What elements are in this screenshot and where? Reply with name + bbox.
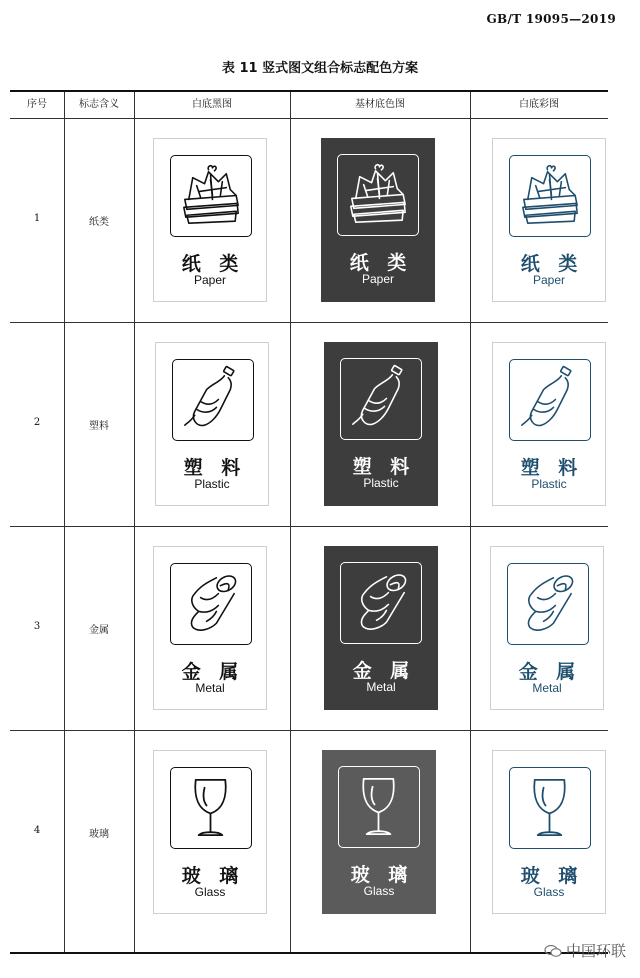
metal-can-icon	[170, 563, 252, 645]
sign-label-en: Plastic	[194, 477, 230, 491]
sign-label-zh: 玻 璃	[350, 864, 414, 886]
row-2-meaning: 塑料	[89, 421, 109, 432]
row-1-meaning: 纸类	[89, 217, 109, 228]
sign-metal-white-black	[153, 546, 267, 710]
header-index: 序号	[27, 99, 47, 110]
header-white-black: 白底黑图	[192, 99, 232, 110]
row-3-index: 3	[33, 621, 41, 632]
wine-glass-icon	[509, 767, 591, 849]
wechat-icon	[544, 944, 562, 958]
sign-label-zh: 纸 类	[181, 253, 245, 275]
sign-metal-base-color	[324, 546, 438, 710]
row-2-index: 2	[33, 417, 41, 428]
sign-label-en: Glass	[533, 885, 565, 899]
sign-label-zh: 塑 料	[183, 457, 247, 479]
row-1-index: 1	[33, 213, 41, 224]
sign-glass-base-color	[322, 750, 436, 914]
row-3-meaning: 金属	[89, 625, 109, 636]
sign-label-en: Paper	[532, 273, 566, 287]
header-base-color: 基材底色图	[355, 99, 405, 110]
sign-label-zh: 金 属	[352, 660, 416, 682]
wine-glass-icon	[170, 767, 252, 849]
sign-plastic-white-black	[155, 342, 269, 506]
metal-can-icon	[340, 562, 422, 644]
sign-label-zh: 玻 璃	[181, 865, 245, 887]
sign-label-en: Plastic	[363, 476, 399, 490]
sign-label-en: Metal	[195, 681, 225, 695]
sign-label-en: Glass	[363, 884, 395, 898]
sign-label-en: Metal	[366, 680, 396, 694]
sign-label-en: Glass	[194, 885, 226, 899]
sign-label-en: Paper	[361, 272, 395, 286]
sign-glass-white-color	[492, 750, 606, 914]
row-4-meaning: 玻璃	[89, 829, 109, 840]
paper-icon	[170, 155, 252, 237]
plastic-bottle-icon	[509, 359, 591, 441]
plastic-bottle-icon	[172, 359, 254, 441]
sign-metal-white-color	[490, 546, 604, 710]
sign-label-zh: 塑 料	[520, 457, 584, 479]
watermark	[544, 940, 626, 961]
sign-label-zh: 金 属	[518, 661, 582, 683]
table-title: 表 11 竖式图文组合标志配色方案	[221, 61, 419, 76]
header-meaning: 标志含义	[79, 99, 119, 110]
sign-label-en: Plastic	[531, 477, 567, 491]
sign-paper-white-black	[153, 138, 267, 302]
sign-label-zh: 纸 类	[520, 253, 584, 275]
plastic-bottle-icon	[340, 358, 422, 440]
watermark-text: 中国环联	[565, 942, 626, 960]
sign-label-en: Paper	[193, 273, 227, 287]
paper-icon	[509, 155, 591, 237]
sign-paper-base-color	[321, 138, 435, 302]
sign-glass-white-black	[153, 750, 267, 914]
standard-number: GB/T 19095—2019	[486, 12, 616, 26]
sign-label-zh: 纸 类	[349, 252, 413, 274]
sign-label-zh: 玻 璃	[520, 865, 584, 887]
color-scheme-table	[10, 90, 608, 954]
paper-icon	[337, 154, 419, 236]
metal-can-icon	[507, 563, 589, 645]
sign-plastic-base-color	[324, 342, 438, 506]
sign-label-en: Metal	[532, 681, 562, 695]
sign-paper-white-color	[492, 138, 606, 302]
header-white-color: 白底彩图	[519, 99, 559, 110]
sign-plastic-white-color	[492, 342, 606, 506]
wine-glass-icon	[338, 766, 420, 848]
sign-label-zh: 金 属	[181, 661, 245, 683]
sign-label-zh: 塑 料	[352, 456, 416, 478]
row-4-index: 4	[33, 825, 41, 836]
